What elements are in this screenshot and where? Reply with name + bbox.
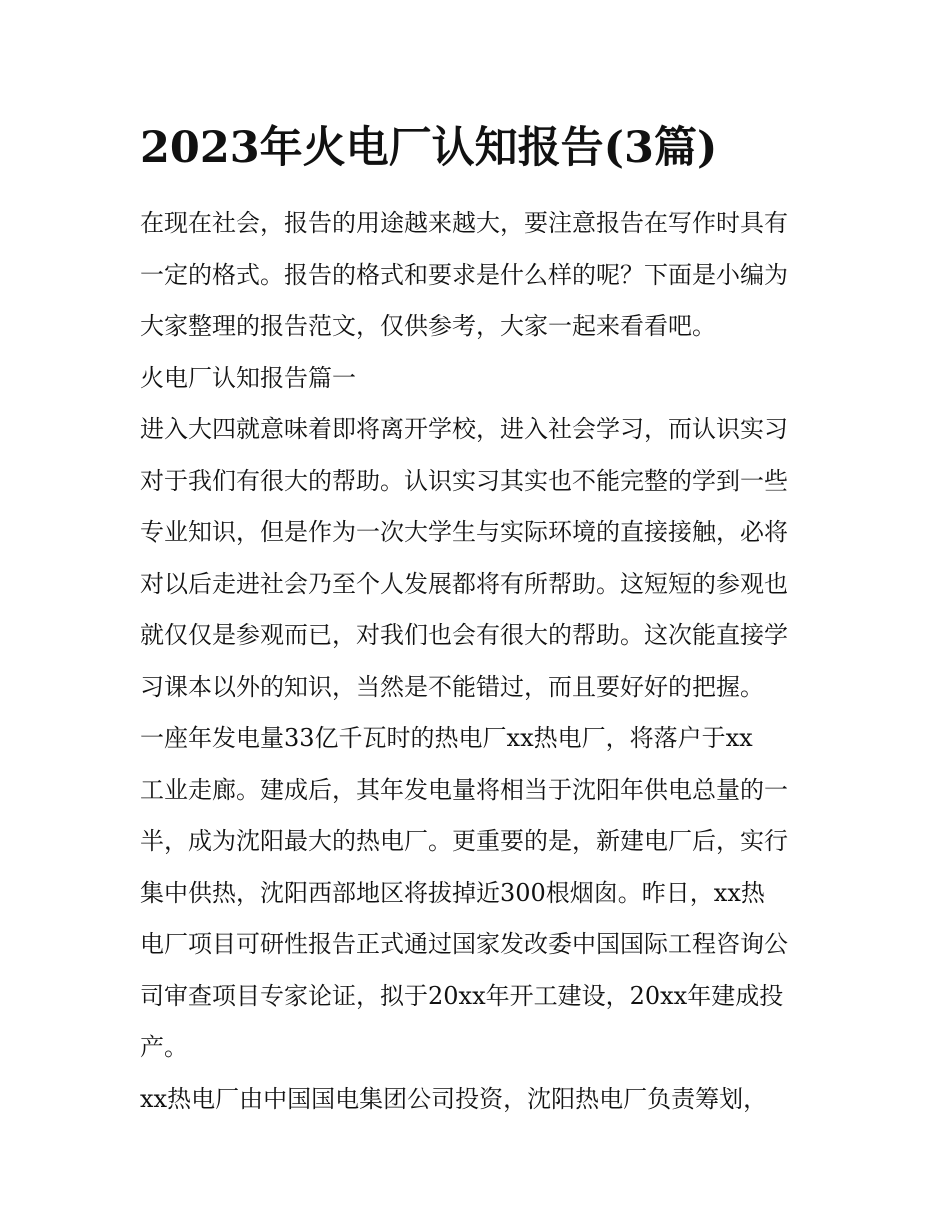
paragraph-2-line-1: 一座年发电量33亿千瓦时的热电厂xx热电厂，将落户于xx — [140, 724, 753, 752]
paragraph-2-line-4: 集中供热，沈阳西部地区将拔掉近300根烟囱。昨日，xx热 — [140, 878, 765, 907]
section-heading: 火电厂认知报告篇一 — [140, 363, 356, 392]
paragraph-3-line-1: xx热电厂由中国国电集团公司投资，沈阳热电厂负责筹划， — [140, 1084, 768, 1113]
document-body — [140, 198, 820, 1125]
intro-line-1: 在现在社会，报告的用途越来越大，要注意报告在写作时具有 — [140, 209, 788, 237]
document-title: 2023年火电厂认知报告(3篇) — [140, 123, 718, 173]
paragraph-2-line-2: 工业走廊。建成后，其年发电量将相当于沈阳年供电总量的一 — [140, 775, 788, 804]
paragraph-1-line-5: 就仅仅是参观而已，对我们也会有很大的帮助。这次能直接学 — [140, 621, 788, 649]
paragraph-2-line-5: 电厂项目可研性报告正式通过国家发改委中国国际工程咨询公 — [140, 930, 788, 958]
intro-line-2: 一定的格式。报告的格式和要求是什么样的呢？下面是小编为 — [140, 260, 788, 289]
paragraph-2-line-7: 产。 — [140, 1033, 188, 1061]
paragraph-1-line-1: 进入大四就意味着即将离开学校，进入社会学习，而认识实习 — [140, 415, 788, 443]
paragraph-1-line-6: 习课本以外的知识，当然是不能错过，而且要好好的把握。 — [140, 672, 764, 701]
paragraph-2-line-3: 半，成为沈阳最大的热电厂。更重要的是，新建电厂后，实行 — [140, 827, 788, 855]
intro-line-3: 大家整理的报告范文，仅供参考，大家一起来看看吧。 — [140, 312, 716, 340]
paragraph-2-line-6: 司审查项目专家论证，拟于20xx年开工建设，20xx年建成投 — [140, 981, 784, 1010]
paragraph-1-line-2: 对于我们有很大的帮助。认识实习其实也不能完整的学到一些 — [140, 466, 788, 495]
paragraph-1-line-3: 专业知识，但是作为一次大学生与实际环境的直接接触，必将 — [140, 518, 788, 546]
paragraph-1-line-4: 对以后走进社会乃至个人发展都将有所帮助。这短短的参观也 — [140, 569, 788, 598]
